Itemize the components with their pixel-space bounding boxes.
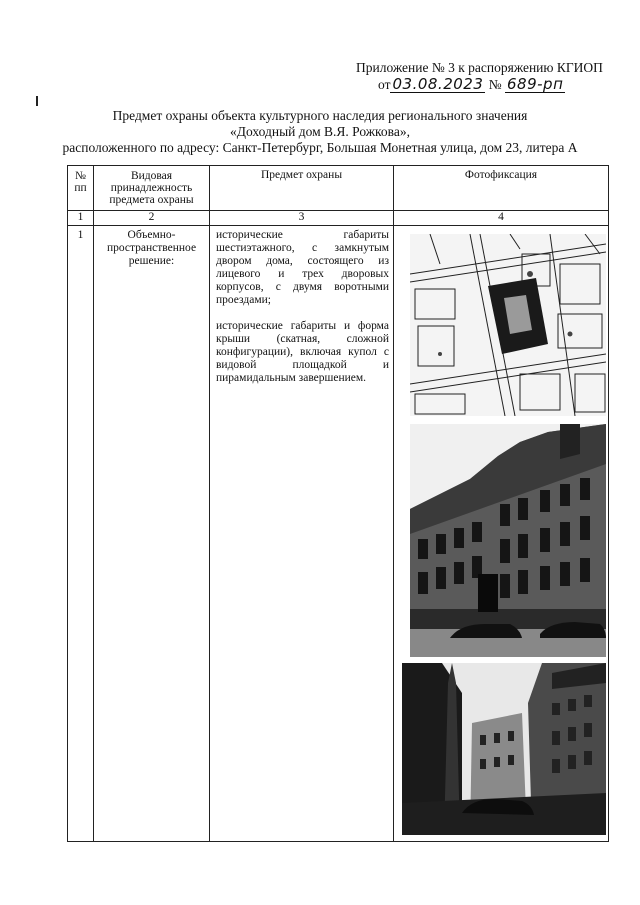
building-facade-photo-icon xyxy=(410,424,606,657)
row-photos xyxy=(394,226,609,842)
row-number: 1 xyxy=(68,226,94,842)
order-reference xyxy=(378,77,565,93)
header-number: № пп xyxy=(68,166,94,211)
courtyard-photo-icon xyxy=(402,663,606,835)
column-number-2: 2 xyxy=(94,211,210,226)
subject-paragraph-2: исторические габариты и форма крыши (скатная, сложной конфигурации), включая купол с видовой площадкой и пирамидальным завершением. xyxy=(216,320,389,384)
from-label: от xyxy=(378,77,391,92)
header-photo: Фотофиксация xyxy=(394,166,609,211)
row-type: Объемно-пространственное решение: xyxy=(94,226,210,842)
row-subject xyxy=(210,226,394,842)
site-plan-map-icon xyxy=(410,234,606,416)
protection-subject-table xyxy=(67,165,609,842)
margin-mark xyxy=(36,96,38,106)
column-number-3: 3 xyxy=(210,211,394,226)
header-subject: Предмет охраны xyxy=(210,166,394,211)
order-number: 689-рп xyxy=(507,75,564,93)
title-line-1: Предмет охраны объекта культурного наследия регионального значения xyxy=(112,108,528,123)
title-line-3: расположенного по адресу: Санкт-Петербург, Большая Монетная улица, дом 23, литера А xyxy=(62,140,578,155)
order-date: 03.08.2023 xyxy=(392,75,484,93)
header-type: Видовая принадлежность предмета охраны xyxy=(94,166,210,211)
column-number-4: 4 xyxy=(394,211,609,226)
column-number-1: 1 xyxy=(68,211,94,226)
number-label: № xyxy=(488,77,502,92)
appendix-heading: Приложение № 3 к распоряжению КГИОП xyxy=(356,60,603,75)
subject-paragraph-1: исторические габариты шестиэтажного, с замкнутым двором дома, состоящего из лицевого и трех дворовых корпусов, с двумя воротными проездами; xyxy=(216,229,389,306)
title-line-2: «Доходный дом В.Я. Рожкова», xyxy=(230,124,410,139)
